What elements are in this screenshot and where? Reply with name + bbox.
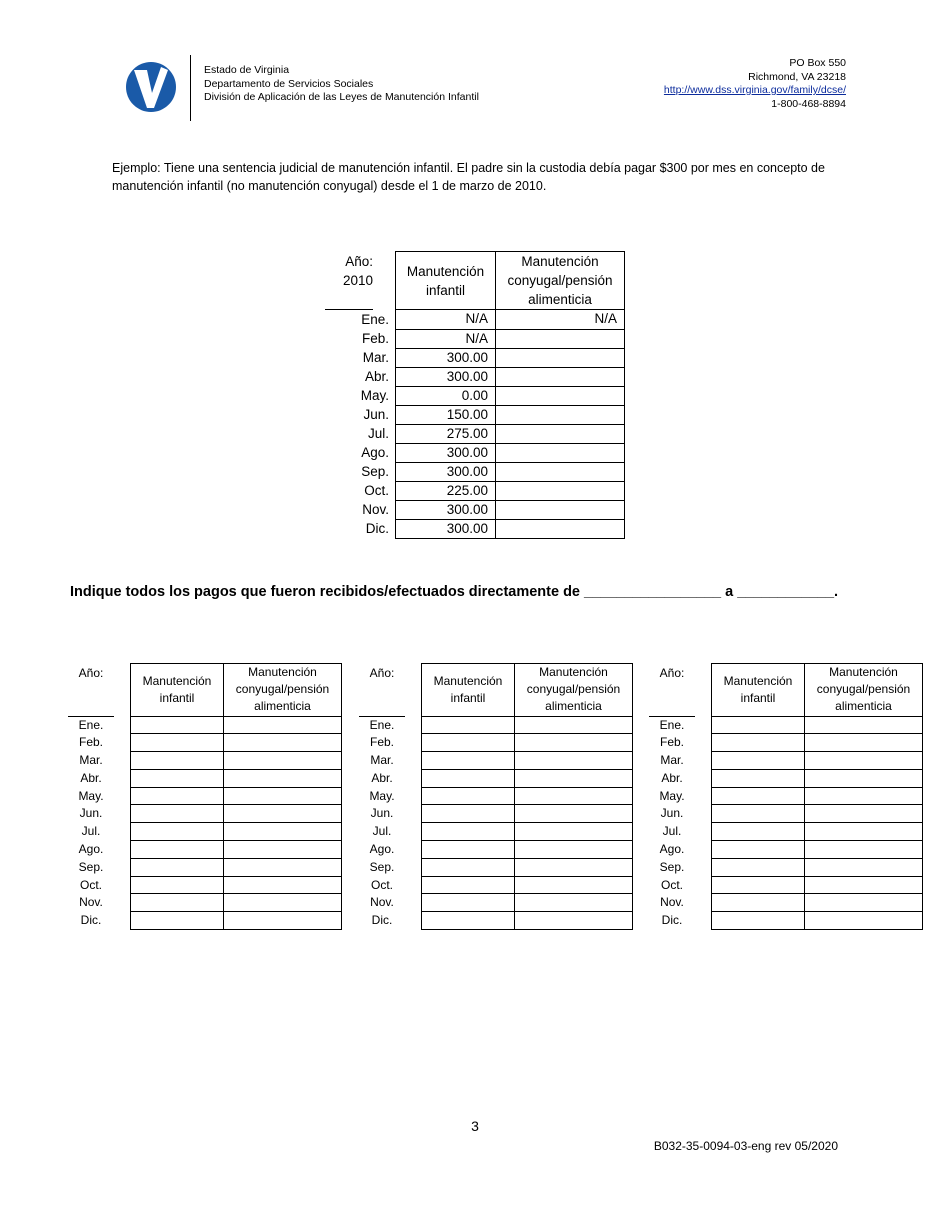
spousal-support-cell (496, 500, 625, 519)
spousal-support-input-cell[interactable] (805, 823, 923, 841)
spousal-support-input-cell[interactable] (224, 716, 342, 734)
col-header-child-support: Manutención infantil (131, 664, 224, 717)
spousal-support-cell (496, 481, 625, 500)
spousal-support-cell (496, 386, 625, 405)
month-label: Sep. (369, 859, 395, 874)
month-label: Mar. (660, 752, 684, 767)
month-label: Jul. (372, 824, 392, 839)
spousal-support-input-cell[interactable] (224, 876, 342, 894)
spousal-support-input-cell[interactable] (515, 894, 633, 912)
child-support-input-cell[interactable] (712, 787, 805, 805)
spousal-support-input-cell[interactable] (515, 769, 633, 787)
blank-row (649, 894, 923, 912)
col-header-spousal-support: Manutención conyugal/pensión alimenticia (224, 664, 342, 717)
spousal-support-input-cell[interactable] (805, 876, 923, 894)
example-row (325, 462, 625, 481)
child-support-cell: 225.00 (396, 481, 496, 500)
blank-row (359, 858, 633, 876)
month-label: May. (78, 788, 104, 803)
blank-row (359, 752, 633, 770)
month-label: Sep. (361, 464, 389, 479)
child-support-input-cell[interactable] (712, 752, 805, 770)
example-row (325, 443, 625, 462)
spousal-support-input-cell[interactable] (224, 841, 342, 859)
month-label: Dic. (371, 913, 393, 928)
month-label: Ene. (369, 717, 395, 732)
month-label: Ene. (361, 312, 389, 327)
spousal-support-input-cell[interactable] (224, 787, 342, 805)
child-support-input-cell[interactable] (712, 912, 805, 930)
child-support-input-cell[interactable] (422, 787, 515, 805)
month-label: Oct. (370, 877, 393, 892)
child-support-input-cell[interactable] (712, 823, 805, 841)
child-support-input-cell[interactable] (712, 894, 805, 912)
blank-payment-table (649, 663, 923, 930)
spousal-support-input-cell[interactable] (224, 734, 342, 752)
child-support-input-cell[interactable] (422, 876, 515, 894)
month-label: Ago. (369, 841, 395, 856)
spousal-support-input-cell[interactable] (515, 823, 633, 841)
blank-row (68, 876, 342, 894)
child-support-cell: 300.00 (396, 443, 496, 462)
spousal-support-input-cell[interactable] (515, 912, 633, 930)
blank-row (359, 841, 633, 859)
child-support-input-cell[interactable] (422, 894, 515, 912)
child-support-input-cell[interactable] (131, 823, 224, 841)
blank-row (359, 805, 633, 823)
spousal-support-input-cell[interactable] (805, 769, 923, 787)
spousal-support-cell (496, 443, 625, 462)
child-support-input-cell[interactable] (131, 752, 224, 770)
spousal-support-input-cell[interactable] (515, 876, 633, 894)
spousal-support-input-cell[interactable] (224, 912, 342, 930)
spousal-support-input-cell[interactable] (805, 805, 923, 823)
spousal-support-input-cell[interactable] (805, 912, 923, 930)
child-support-input-cell[interactable] (131, 716, 224, 734)
blank-row (649, 912, 923, 930)
blank-row (649, 858, 923, 876)
example-row (325, 481, 625, 500)
col-header-spousal-support: Manutención conyugal/pensión alimenticia (496, 252, 625, 310)
child-support-cell: 300.00 (396, 348, 496, 367)
blank-row (359, 787, 633, 805)
blank-row (649, 752, 923, 770)
month-label: Jul. (367, 426, 389, 441)
spousal-support-input-cell[interactable] (224, 858, 342, 876)
org-block (204, 64, 479, 105)
child-support-input-cell[interactable] (712, 841, 805, 859)
blank-payment-table (359, 663, 633, 930)
form-id: B032-35-0094-03-eng rev 05/2020 (653, 1139, 838, 1153)
col-header-child-support: Manutención infantil (712, 664, 805, 717)
child-support-input-cell[interactable] (131, 841, 224, 859)
month-label: Mar. (79, 752, 103, 767)
spousal-support-input-cell[interactable] (805, 841, 923, 859)
blank-row (68, 716, 342, 734)
blank-row (649, 805, 923, 823)
month-label: Oct. (79, 877, 102, 892)
blank-row (359, 912, 633, 930)
contact-block (664, 57, 846, 111)
month-label: Jun. (79, 806, 103, 821)
blank-row (359, 894, 633, 912)
child-support-input-cell[interactable] (422, 769, 515, 787)
blank-row (649, 841, 923, 859)
month-label: Sep. (78, 859, 104, 874)
example-payment-table (325, 251, 625, 539)
child-support-input-cell[interactable] (422, 752, 515, 770)
child-support-input-cell[interactable] (131, 876, 224, 894)
example-row (325, 348, 625, 367)
example-row (325, 310, 625, 330)
child-support-input-cell[interactable] (422, 912, 515, 930)
blank-row (68, 787, 342, 805)
blank-row (649, 876, 923, 894)
spousal-support-input-cell[interactable] (515, 858, 633, 876)
spousal-support-input-cell[interactable] (805, 752, 923, 770)
contact-po-box: PO Box 550 (789, 57, 846, 69)
spousal-support-input-cell[interactable] (805, 787, 923, 805)
month-label: Feb. (369, 735, 394, 750)
month-label: Abr. (661, 770, 683, 785)
blank-row (68, 734, 342, 752)
year-label: Año: (345, 253, 373, 269)
vdss-logo-icon (125, 61, 177, 113)
child-support-input-cell[interactable] (422, 858, 515, 876)
spousal-support-input-cell[interactable] (515, 716, 633, 734)
blank-payment-table (68, 663, 342, 930)
child-support-cell: 275.00 (396, 424, 496, 443)
blank-row (68, 769, 342, 787)
child-support-cell: 150.00 (396, 405, 496, 424)
blank-row (68, 841, 342, 859)
child-support-input-cell[interactable] (131, 805, 224, 823)
child-support-input-cell[interactable] (131, 734, 224, 752)
child-support-input-cell[interactable] (422, 734, 515, 752)
spousal-support-cell (496, 424, 625, 443)
col-header-spousal-support: Manutención conyugal/pensión alimenticia (515, 664, 633, 717)
month-label: Ago. (361, 445, 389, 460)
blank-row (68, 894, 342, 912)
year-value: 2010 (342, 272, 373, 288)
spousal-support-input-cell[interactable] (224, 805, 342, 823)
blank-row (68, 823, 342, 841)
child-support-input-cell[interactable] (422, 805, 515, 823)
child-support-cell: 300.00 (396, 519, 496, 538)
contact-phone: 1-800-468-8894 (771, 97, 846, 110)
child-support-input-cell[interactable] (131, 787, 224, 805)
child-support-cell: 300.00 (396, 500, 496, 519)
org-line-state: Estado de Virginia (204, 64, 290, 76)
blank-row (649, 787, 923, 805)
header-divider (190, 55, 191, 121)
spousal-support-cell (496, 462, 625, 481)
example-row (325, 329, 625, 348)
month-label: Ene. (659, 717, 685, 732)
spousal-support-cell (496, 519, 625, 538)
child-support-input-cell[interactable] (712, 734, 805, 752)
spousal-support-cell (496, 348, 625, 367)
child-support-input-cell[interactable] (712, 805, 805, 823)
contact-website-link[interactable]: http://www.dss.virginia.gov/family/dcse/ (663, 84, 846, 96)
blank-row (359, 769, 633, 787)
spousal-support-cell (496, 329, 625, 348)
month-label: Nov. (370, 895, 394, 910)
blank-row (359, 876, 633, 894)
month-label: Dic. (661, 913, 683, 928)
org-line-department: Departamento de Servicios Sociales (204, 77, 374, 90)
month-label: Abr. (371, 770, 393, 785)
blank-row (649, 716, 923, 734)
child-support-input-cell[interactable] (131, 769, 224, 787)
month-label: Feb. (659, 735, 684, 750)
spousal-support-input-cell[interactable] (805, 894, 923, 912)
col-header-child-support: Manutención infantil (396, 252, 496, 310)
blank-row (359, 823, 633, 841)
instruction-text: Indique todos los pagos que fueron recibidos/efectuados directamente de _________________ a ____________. (70, 584, 839, 600)
child-support-input-cell[interactable] (422, 823, 515, 841)
spousal-support-input-cell[interactable] (224, 823, 342, 841)
month-label: Ago. (78, 841, 104, 856)
spousal-support-input-cell[interactable] (224, 769, 342, 787)
spousal-support-input-cell[interactable] (515, 752, 633, 770)
month-label: Ene. (78, 717, 104, 732)
month-label: Jun. (370, 806, 394, 821)
month-label: May. (360, 388, 389, 403)
example-year-header (325, 252, 373, 310)
blank-row (359, 734, 633, 752)
month-label: Jun. (660, 806, 684, 821)
child-support-cell: 300.00 (396, 367, 496, 386)
month-label: Abr. (364, 369, 389, 384)
month-label: May. (659, 788, 685, 803)
child-support-input-cell[interactable] (131, 912, 224, 930)
spousal-support-input-cell[interactable] (515, 805, 633, 823)
example-row (325, 367, 625, 386)
month-label: May. (369, 788, 395, 803)
month-label: Feb. (78, 735, 103, 750)
child-support-input-cell[interactable] (712, 876, 805, 894)
month-label: Dic. (365, 521, 389, 536)
example-row (325, 500, 625, 519)
month-label: Jul. (662, 824, 682, 839)
blank-row (359, 716, 633, 734)
month-label: Sep. (659, 859, 685, 874)
year-label: Año: (68, 664, 114, 717)
child-support-cell: 300.00 (396, 462, 496, 481)
child-support-input-cell[interactable] (712, 769, 805, 787)
spousal-support-input-cell[interactable] (515, 787, 633, 805)
month-label: Dic. (80, 913, 102, 928)
example-row (325, 386, 625, 405)
spousal-support-input-cell[interactable] (805, 716, 923, 734)
month-label: Nov. (660, 895, 684, 910)
month-label: Nov. (79, 895, 103, 910)
spousal-support-input-cell[interactable] (515, 734, 633, 752)
month-label: Jul. (81, 824, 101, 839)
blank-row (68, 858, 342, 876)
col-header-child-support: Manutención infantil (422, 664, 515, 717)
child-support-cell: 0.00 (396, 386, 496, 405)
example-row (325, 519, 625, 538)
month-label: Oct. (364, 483, 389, 498)
child-support-cell: N/A (396, 329, 496, 348)
page-number: 3 (471, 1118, 479, 1134)
blank-row (68, 805, 342, 823)
blank-row (649, 823, 923, 841)
child-support-input-cell[interactable] (712, 716, 805, 734)
contact-city: Richmond, VA 23218 (748, 70, 846, 83)
spousal-support-cell (496, 405, 625, 424)
child-support-cell: N/A (396, 310, 496, 330)
month-label: Abr. (80, 770, 102, 785)
spousal-support-input-cell[interactable] (805, 734, 923, 752)
col-header-spousal-support: Manutención conyugal/pensión alimenticia (805, 664, 923, 717)
blank-row (68, 752, 342, 770)
child-support-input-cell[interactable] (131, 894, 224, 912)
example-row (325, 424, 625, 443)
child-support-input-cell[interactable] (712, 858, 805, 876)
spousal-support-input-cell[interactable] (224, 752, 342, 770)
blank-row (649, 769, 923, 787)
spousal-support-input-cell[interactable] (805, 858, 923, 876)
year-label: Año: (649, 664, 695, 717)
child-support-input-cell[interactable] (422, 716, 515, 734)
spousal-support-cell: N/A (496, 310, 625, 330)
blank-row (68, 912, 342, 930)
month-label: Mar. (370, 752, 394, 767)
example-row (325, 405, 625, 424)
month-label: Nov. (362, 502, 389, 517)
child-support-input-cell[interactable] (422, 841, 515, 859)
month-label: Feb. (361, 331, 389, 346)
blank-row (649, 734, 923, 752)
example-paragraph: Ejemplo: Tiene una sentencia judicial de manutención infantil. El padre sin la custodia debía pagar $300 por mes en concepto de manutención infantil (no manutención conyugal) desde el 1 de marzo de 2010. (112, 161, 825, 193)
spousal-support-input-cell[interactable] (515, 841, 633, 859)
child-support-input-cell[interactable] (131, 858, 224, 876)
month-label: Ago. (659, 841, 685, 856)
spousal-support-cell (496, 367, 625, 386)
year-label: Año: (359, 664, 405, 717)
month-label: Mar. (362, 350, 389, 365)
month-label: Oct. (660, 877, 683, 892)
month-label: Jun. (363, 407, 389, 422)
org-line-division: División de Aplicación de las Leyes de Manutención Infantil (204, 91, 479, 103)
spousal-support-input-cell[interactable] (224, 894, 342, 912)
